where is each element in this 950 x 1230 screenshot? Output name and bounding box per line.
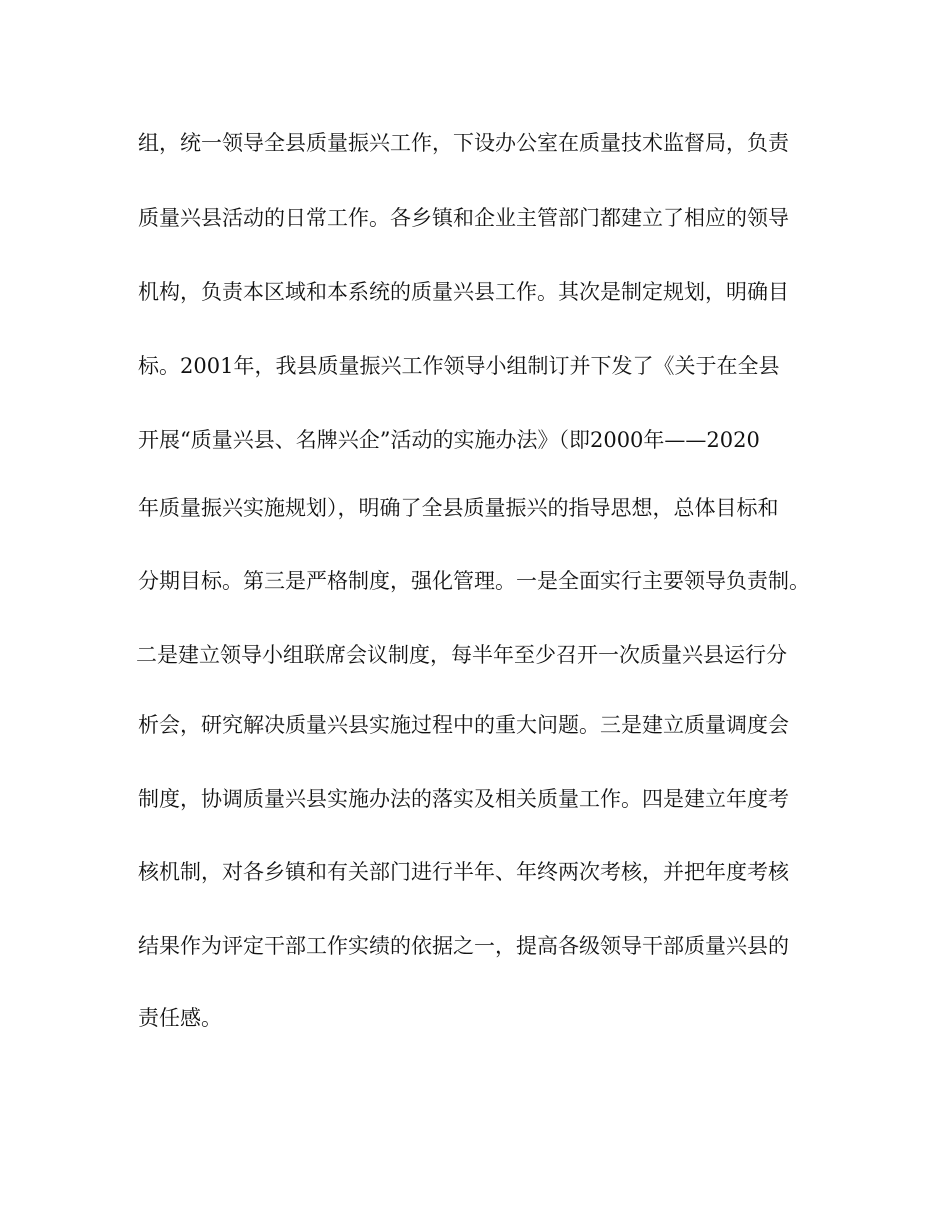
paragraph-line-6: 年质量振兴实施规划），明确了全县质量振兴的指导思想，总体目标和 (138, 496, 779, 520)
paragraph-line-5: 开展“质量兴县、名牌兴企”活动的实施办法》（即2000年——2020 (138, 428, 760, 452)
paragraph-line-13: 责任感。 (138, 1006, 222, 1030)
paragraph-line-4: 标。2001年，我县质量振兴工作领导小组制订并下发了《关于在全县 (138, 354, 780, 378)
paragraph-line-1: 组，统一领导全县质量振兴工作，下设办公室在质量技术监督局，负责 (138, 131, 789, 155)
paragraph-line-7: 分期目标。第三是严格制度，强化管理。一是全面实行主要领导负责制。 (138, 569, 810, 593)
paragraph-line-11: 核机制，对各乡镇和有关部门进行半年、年终两次考核，并把年度考核 (138, 860, 789, 884)
paragraph-line-9: 析会，研究解决质量兴县实施过程中的重大问题。三是建立质量调度会 (138, 713, 789, 737)
paragraph-line-10: 制度，协调质量兴县实施办法的落实及相关质量工作。四是建立年度考 (138, 787, 789, 811)
paragraph-line-2: 质量兴县活动的日常工作。各乡镇和企业主管部门都建立了相应的领导 (138, 206, 789, 230)
paragraph-line-12: 结果作为评定干部工作实绩的依据之一，提高各级领导干部质量兴县的 (138, 934, 789, 958)
paragraph-line-8: 二是建立领导小组联席会议制度，每半年至少召开一次质量兴县运行分 (136, 643, 787, 667)
paragraph-line-3: 机构，负责本区域和本系统的质量兴县工作。其次是制定规划，明确目 (138, 280, 789, 304)
